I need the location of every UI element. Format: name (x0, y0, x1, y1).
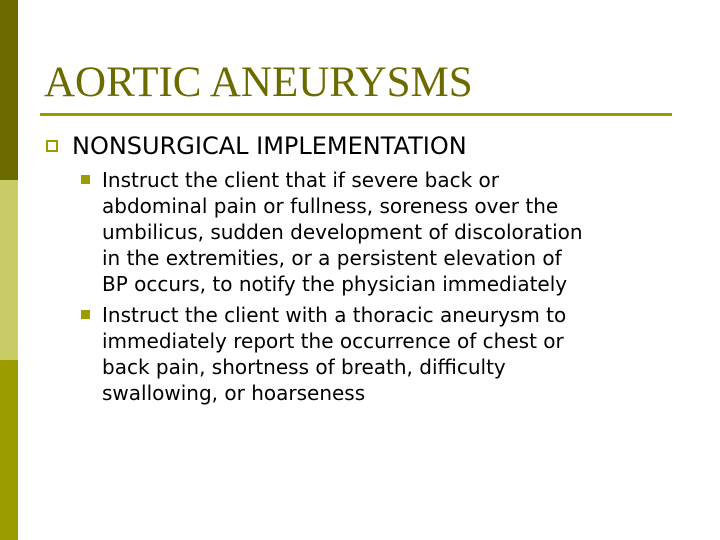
sub-bullet-line: back pain, shortness of breath, difficulty (102, 355, 506, 379)
left-bar-segment-bottom (0, 360, 18, 540)
slide-title: AORTIC ANEURYSMS (44, 59, 473, 106)
sub-bullet-line: immediately report the occurrence of chest or (102, 329, 564, 353)
sub-bullet-line: swallowing, or hoarseness (102, 381, 366, 405)
sub-bullet-text (102, 302, 688, 406)
sub-bullet-line: abdominal pain or fullness, soreness over the (102, 194, 559, 218)
sub-bullet-text (102, 167, 688, 297)
title-underline-rule (40, 113, 672, 116)
sub-bullet-line: BP occurs, to notify the physician immediately (102, 272, 568, 296)
sub-bullet-line: umbilicus, sudden development of discoloration (102, 220, 583, 244)
left-bar-segment-top (0, 0, 18, 180)
filled-square-bullet-icon (81, 310, 90, 319)
filled-square-bullet-icon (81, 175, 90, 184)
left-bar-segment-middle (0, 180, 18, 360)
bullet-label: NONSURGICAL IMPLEMENTATION (72, 132, 467, 160)
sub-bullet-line: Instruct the client that if severe back or (102, 168, 499, 192)
hollow-square-bullet-icon (46, 140, 58, 152)
decorative-left-bar (0, 0, 18, 540)
sub-bullet-line: in the extremities, or a persistent elevation of (102, 246, 562, 270)
sub-bullet-line: Instruct the client with a thoracic aneurysm to (102, 303, 567, 327)
